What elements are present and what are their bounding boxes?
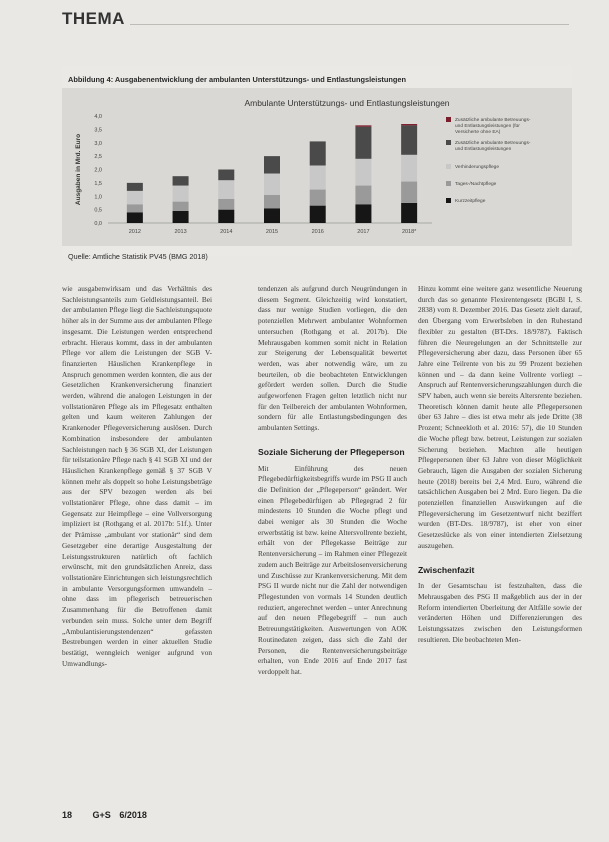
text-column-1	[62, 284, 212, 669]
y-tick-label: 3,5	[94, 127, 102, 134]
bar-segment	[127, 212, 143, 223]
legend-label: Kurzzeitpflege	[455, 199, 486, 204]
bar-segment	[264, 208, 280, 223]
y-tick-label: 4,0	[94, 114, 102, 120]
figure-source: Quelle: Amtliche Statistik PV45 (BMG 2018)	[68, 252, 208, 261]
bar-segment	[401, 203, 417, 223]
bar-segment	[401, 124, 417, 125]
legend-label: Zusätzliche ambulante Betreuungs-und Entlastungsleistungen	[455, 141, 531, 152]
bar-segment	[264, 174, 280, 195]
bar-segment	[310, 141, 326, 165]
legend-swatch	[446, 164, 451, 169]
y-tick-label: 2,0	[94, 167, 102, 174]
paragraph: tendenzen als aufgrund durch Neugründungen in diesem Segment. Gleichzeitig wird konstatiert, dass nur wenige Studien vorliegen, die den potenziellen Mehrwert ambulanter Wohnformen untersuchen (Rothgang et al. 2017b). Die Mehrausgaben kommen somit nicht in Relation zur Steigerung der Lebensqualität bewertet werden, was aber notwendig wäre, um zu beurteilen, ob die beobachteten Entwicklungen gefördert werden sollen. Durch die Studie aufgeworfenen Fragen gelten letztlich nicht nur für den Teilbereich der ambulanten Wohnformen, sondern für alle Entlastungsbedingungen des ambulanten Settings.	[258, 284, 407, 433]
bar-segment	[310, 190, 326, 206]
bar-segment	[173, 186, 189, 202]
paragraph: Mit Einführung des neuen Pflegebedürftigkeitsbegriffs wurde im PSG II auch die Definition der „Pflegeperson“ geändert. Wer einen Pflegebedürftigen ab Pflegegrad 2 für mindestens 10 Stunden die Woche pflegt und dabei weniger als 30 Stunden die Woche erwerbstätig ist bzw. keine Altersvollrente bezieht, erhält von der Pflegekasse Beiträge zur Rentenversicherung – im Rahmen einer Pflegezeit zudem auch Beiträge zur Arbeitslosenversicherung und Zuschüsse zur Krankenversicherung. Mit dem PSG II wurde nicht nur die Zahl der notwendigen Pflegestunden von vormals 14 Stunden deutlich reduziert, angerechnet werden – unter Anrechnung auf den neuen Pflegebegriff – nun auch Betreuungstätigkeiten. Auswertungen von AOK Routinedaten zeigen, dass sich die Zahl der Personen, die Rentenversicherungsbeiträge erhalten, von Ende 2016 auf Ende 2017 fast verdoppelt hat.	[258, 463, 407, 676]
bar-segment	[310, 206, 326, 223]
legend-swatch	[446, 198, 451, 203]
x-tick-label: 2013	[174, 229, 187, 235]
y-tick-label: 0,0	[94, 221, 102, 227]
x-tick-label: 2018*	[401, 229, 417, 235]
bar-segment	[218, 199, 234, 210]
y-axis-label: Ausgaben in Mrd. Euro	[75, 133, 82, 206]
y-tick-label: 2,5	[94, 154, 102, 161]
bar-segment	[127, 191, 143, 204]
bar-segment	[401, 125, 417, 154]
y-tick-label: 1,0	[94, 194, 102, 201]
x-tick-label: 2016	[311, 229, 324, 235]
paragraph: In der Gesamtschau ist festzuhalten, dass die Mehrausgaben des PSG II maßgeblich aus der in der Reform intendierten Überleitung der Altfälle sowie der veränderten Höhen und Differenzierungen des Leistungssatzes zwischen den Leistungsformen resultieren. Die beobachteten Men-	[418, 581, 582, 644]
section-title-rule	[130, 24, 569, 25]
bar-segment	[218, 170, 234, 181]
legend-label: Verhinderungspflege	[455, 165, 500, 170]
legend-label: Zusätzliche ambulante Betreuungs-und Entlastungsleistungen (für Versicherte ohne EA)	[455, 118, 531, 135]
chart	[62, 88, 572, 246]
section-heading: Soziale Sicherung der Pflegeperson	[258, 446, 405, 457]
section-heading: Zwischenfazit	[418, 564, 475, 575]
text-column-3	[418, 284, 582, 646]
x-tick-label: 2014	[220, 229, 233, 235]
bar-segment	[355, 186, 371, 205]
y-tick-label: 1,5	[94, 180, 102, 187]
bar-segment	[173, 176, 189, 185]
bar-segment	[218, 210, 234, 223]
chart-title: Ambulante Unterstützungs- und Entlastungsleistungen	[244, 98, 450, 108]
legend-swatch	[446, 140, 451, 145]
x-tick-label: 2017	[357, 229, 370, 235]
paragraph: wie ausgabenwirksam und das Verhältnis des Sachleistungsanteils zum Geldleistungsanteil. Bei der ambulanten Pflege liegt die Sachleistungsquote höher als in der Summe aus der ambulanten Pflege insgesamt. Die Leistungen werden entsprechend erbracht. Hieraus kommt, dass in der ambulanten Pflege vor allem die Leistungen der SGB V-finanzierten Häuslichen Krankenpflege in Anspruch genommen werden konnten, die aus der Gesetzlichen Krankenversicherung finanziert werden, während die analogen Leistungen in der vollstationären Pflege als im Pflegesatz enthalten gelten und kaum weiteren Zahlungen der Krankenoder Pflegeversicherung auslösen. Durch Kombination insbesondere der ambulanten Sachleistungen nach § 36 SGB XI, der Leistungen für teilstationäre Pflege nach § 41 SGB XI und der Häuslichen Krankenpflege gemäß § 37 SGB V können mehr als doppelt so hohe Leistungsbeträge aus der SPV bezogen werden als bei vollstationärer Pflege, ohne dass damit – im Gegensatz zur Heimpflege – eine Vollversorgung impliziert ist (Rothgang et al. 2017b: 51f.). Unter der Prämisse „ambulant vor stationär“ sind dem Gesetzgeber eine derartige Ausgestaltung der Leistungsstrukturen natürlich oft fachlich erwünscht, mit den grundsätzlichen Anreiz, dass vollstationäre Einrichtungen sich leistungsrechtlich in ambulante Versorgungsformen umwandeln – ohne dass im pflegerisch betreuerischen Zusammenhang für die Betroffenen damit verbunden sein muss. Solche unter dem Begriff „Ambulantisierungstendenzen“ gefassten Bestrebungen werden in einer aktuellen Studie bestätigt, wenngleich weniger aufgrund von Umwandlungs-	[62, 284, 212, 668]
page-footer	[62, 810, 165, 820]
page-number: 18	[62, 810, 73, 820]
bar-segment	[173, 202, 189, 211]
bar-segment	[127, 183, 143, 191]
bar-segment	[264, 195, 280, 208]
y-tick-label: 0,5	[94, 207, 102, 214]
bar-segment	[173, 211, 189, 223]
bar-segment	[127, 204, 143, 212]
bar-segment	[355, 125, 371, 126]
bar-segment	[264, 156, 280, 173]
bar-segment	[401, 155, 417, 182]
bar-segment	[310, 165, 326, 189]
figure-caption: Abbildung 4: Ausgabenentwicklung der ambulanten Unterstützungs- und Entlastungsleistungen	[68, 75, 407, 84]
legend-swatch	[446, 181, 451, 186]
journal-name: G+S	[92, 810, 111, 820]
text-column-2	[258, 284, 407, 678]
paragraph: Hinzu kommt eine weitere ganz wesentliche Neuerung durch das so genannte Flexirentengesetz (BGBl I, S. 2838) vom 8. Dezember 2016. Das Gesetz zielt darauf, den Übergang vom Erwerbsleben in den Ruhestand flexibler zu gestalten (BT-Drs. 18/9787). Faktisch führen die Neuregelungen an der Schnittstelle zur Pflegeversicherung aber dazu, dass Personen über 65 Jahre eine Teilrente von bis zu 99 Prozent beziehen können und – da dann keine Vollrente vorliegt – Anspruch auf Rentenversicherungszahlungen durch die SPV haben, auch wenn sie bereits Altersrente beziehen. Theoretisch können damit heute alle Pflegepersonen über 63 Jahre – dies ist etwa mehr als jede Dritte (38 Prozent; Schneekloth et al. 2016: 57), die 10 Stunden die Woche pflegt bzw. betreut, Leistungen zur sozialen Sicherung beziehen. Machten alle heutigen Pflegepersonen über 63 Jahre von dieser Möglichkeit Gebrauch, lägen die Ausgaben der sozialen Sicherung heute (2018) bereits bei 2,4 Mrd. Euro, während die tatsächlichen Ausgaben bei 2 Mrd. Euro liegen. Da die potenziellen finanziellen Auswirkungen auf die Pflegeversicherung im Gesetzentwurf nicht beziffert wurden (BT-Drs. 18/9787), ist eher von einer Gesetzeslücke als von einer intendierten Zielsetzung auszugehen.	[418, 284, 582, 550]
bar-segment	[355, 204, 371, 223]
bar-segment	[355, 159, 371, 186]
y-tick-label: 3,0	[94, 140, 102, 147]
bar-segment	[401, 182, 417, 203]
x-tick-label: 2012	[128, 229, 141, 235]
section-title: THEMA	[62, 9, 125, 28]
bar-segment	[355, 127, 371, 159]
legend-swatch	[446, 117, 451, 122]
bar-segment	[218, 180, 234, 199]
issue-number: 6/2018	[119, 810, 147, 820]
legend-label: Tages-/Nachtpflege	[455, 182, 497, 187]
x-tick-label: 2015	[265, 229, 279, 235]
